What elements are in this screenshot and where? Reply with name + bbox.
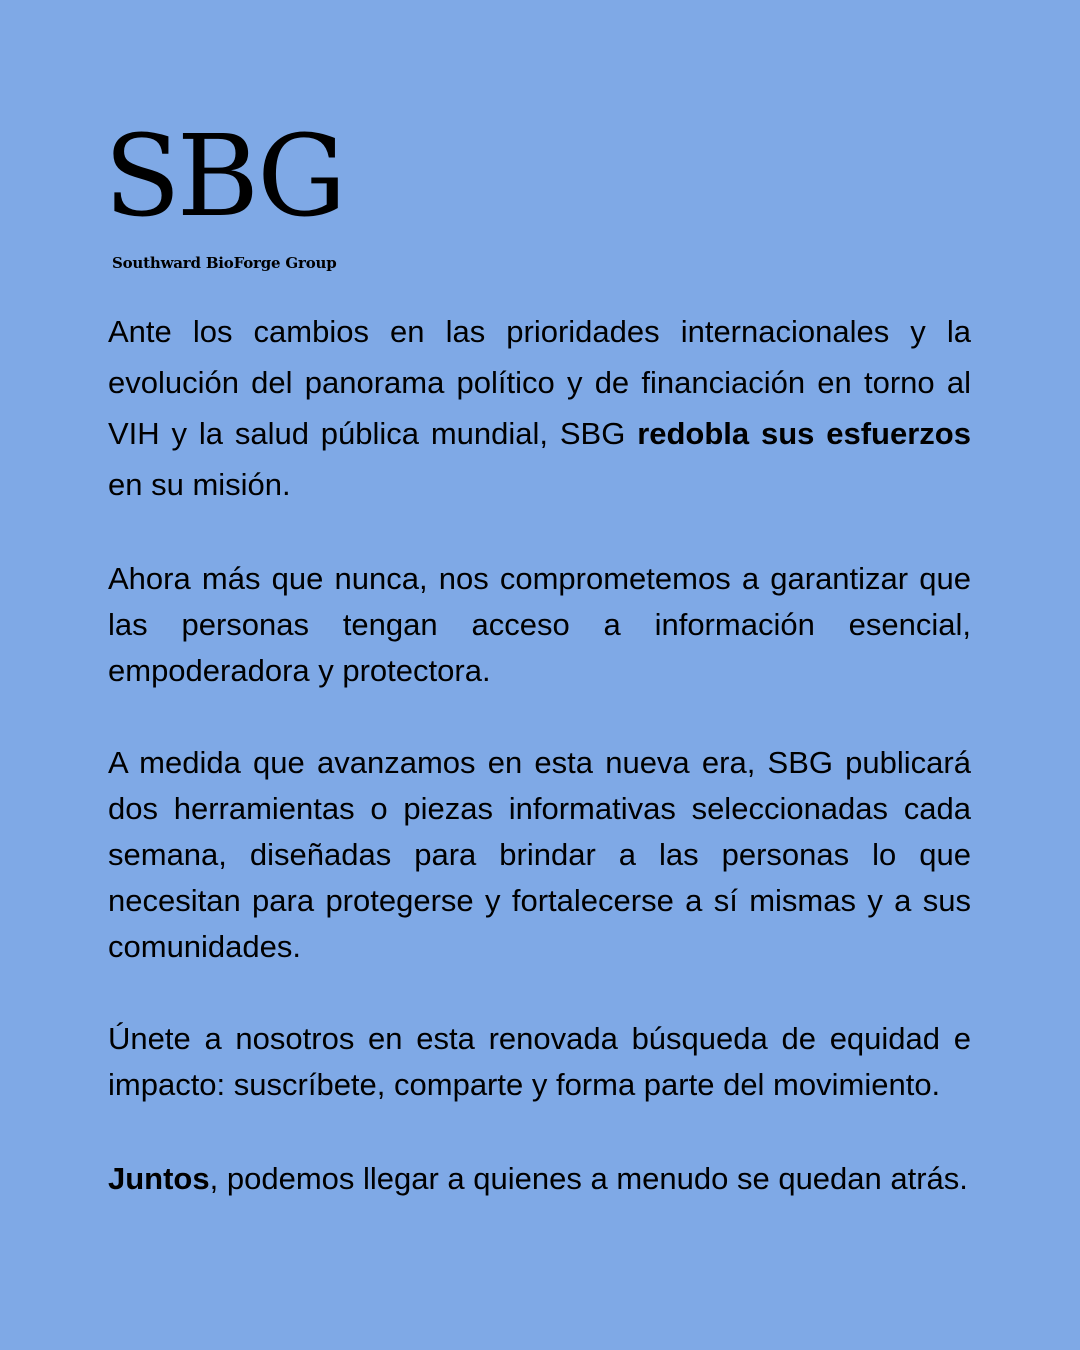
paragraph-together-emphasis: Juntos [108, 1161, 210, 1196]
paragraph-priorities-text: Ante los cambios en las prioridades internacionales y la evolución del panorama político y de financiación en torno al VIH y la salud pública mundial, SBG [108, 314, 971, 451]
paragraph-spacer [108, 1108, 971, 1153]
paragraph-together-text: , podemos llegar a quienes a menudo se quedan atrás. [209, 1161, 968, 1196]
sbg-logo [104, 112, 344, 272]
paragraph-priorities [108, 306, 971, 510]
logo-subtitle: Southward BioForge Group [112, 254, 337, 272]
paragraph-spacer [108, 694, 971, 740]
logo-mark: SBG [104, 112, 343, 242]
paragraph-weekly-tools: A medida que avanzamos en esta nueva era, SBG publicará dos herramientas o piezas informativas seleccionadas cada semana, diseñadas para brindar a las personas lo que necesitan para protegerse y fortalecerse a sí mismas y a sus comunidades. [108, 745, 971, 964]
paragraph-spacer [108, 970, 971, 1016]
paragraph-spacer [108, 510, 971, 556]
paragraph-commitment: Ahora más que nunca, nos comprometemos a garantizar que las personas tengan acceso a información esencial, empoderadora y protectora. [108, 561, 971, 688]
paragraph-call-to-action: Únete a nosotros en esta renovada búsqueda de equidad e impacto: suscríbete, comparte y forma parte del movimiento. [108, 1021, 971, 1102]
paragraph-priorities-emphasis: redobla sus esfuerzos [637, 416, 971, 451]
paragraph-priorities-ending: en su misión. [108, 467, 291, 502]
announcement-text [108, 306, 971, 1204]
paragraph-together [108, 1153, 971, 1204]
